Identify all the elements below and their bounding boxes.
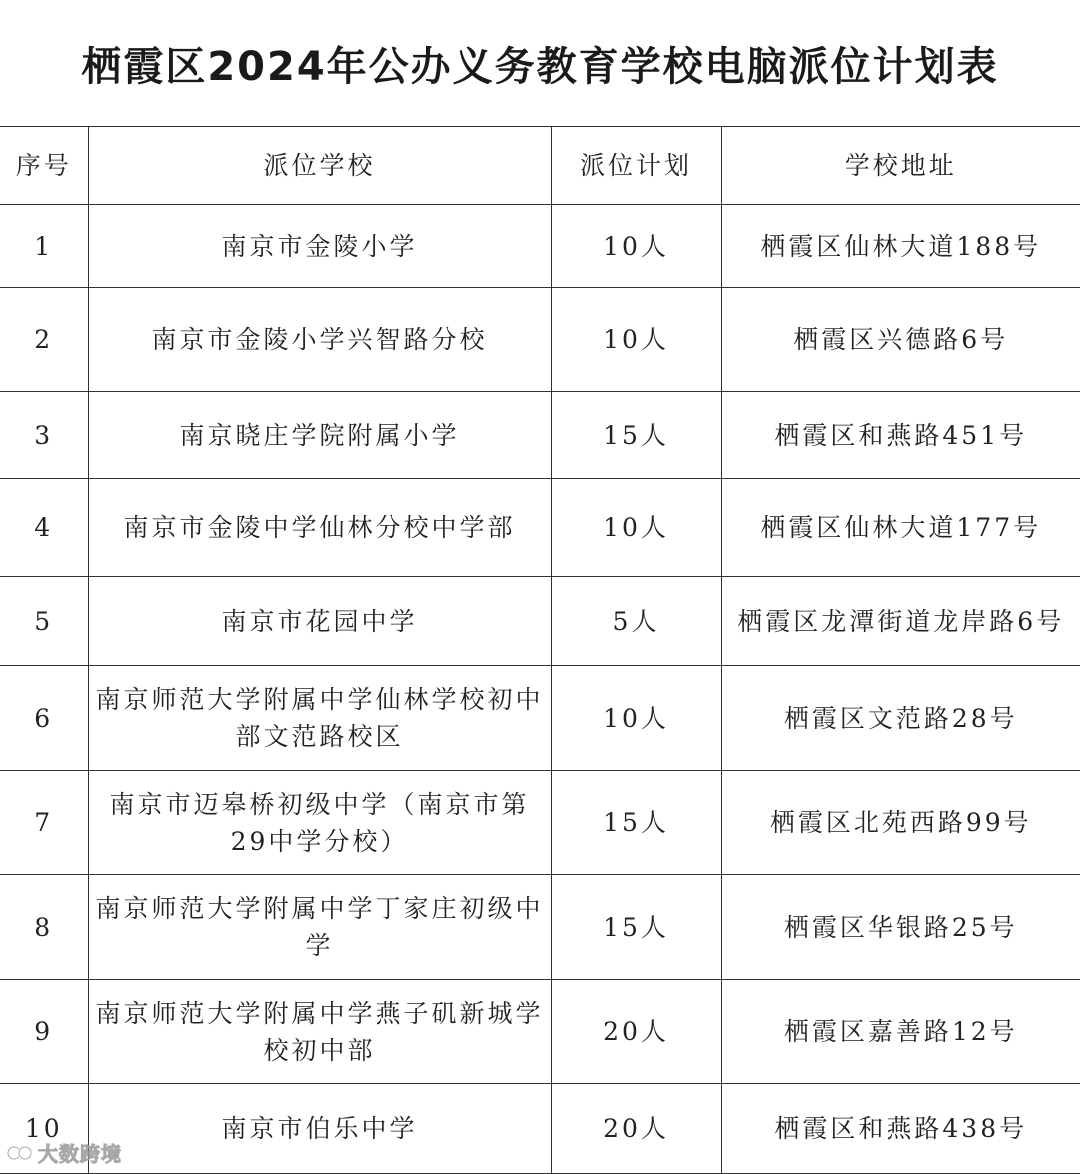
row-address: 栖霞区仙林大道188号	[721, 205, 1080, 288]
row-plan: 10人	[551, 288, 721, 392]
row-plan: 15人	[551, 771, 721, 875]
row-no: 8	[0, 875, 88, 980]
row-school: 南京师范大学附属中学仙林学校初中部文范路校区	[88, 666, 551, 771]
table-row	[0, 577, 1080, 666]
row-no: 2	[0, 288, 88, 392]
watermark-text: 大数跨境	[38, 1142, 122, 1166]
row-school: 南京市花园中学	[88, 577, 551, 666]
row-no: 10	[0, 1084, 88, 1174]
row-no: 3	[0, 392, 88, 479]
row-address: 栖霞区华银路25号	[721, 875, 1080, 980]
table-row	[0, 479, 1080, 577]
header-school: 派位学校	[88, 127, 551, 205]
row-plan: 10人	[551, 205, 721, 288]
row-plan: 15人	[551, 875, 721, 980]
table-row	[0, 980, 1080, 1084]
row-school: 南京市伯乐中学	[88, 1084, 551, 1174]
table-row	[0, 1084, 1080, 1174]
header-plan: 派位计划	[551, 127, 721, 205]
row-school: 南京市金陵小学兴智路分校	[88, 288, 551, 392]
table-row	[0, 666, 1080, 771]
row-no: 6	[0, 666, 88, 771]
row-address: 栖霞区文范路28号	[721, 666, 1080, 771]
row-address: 栖霞区龙潭街道龙岸路6号	[721, 577, 1080, 666]
row-address: 栖霞区和燕路451号	[721, 392, 1080, 479]
table-header-row	[0, 127, 1080, 205]
row-school: 南京晓庄学院附属小学	[88, 392, 551, 479]
row-plan: 20人	[551, 1084, 721, 1174]
row-plan: 10人	[551, 479, 721, 577]
table-row	[0, 205, 1080, 288]
row-plan: 10人	[551, 666, 721, 771]
page-title: 栖霞区2024年公办义务教育学校电脑派位计划表	[81, 43, 999, 90]
cloud-logo-icon	[6, 1143, 34, 1163]
row-plan: 15人	[551, 392, 721, 479]
table-row	[0, 875, 1080, 980]
row-address: 栖霞区仙林大道177号	[721, 479, 1080, 577]
row-no: 7	[0, 771, 88, 875]
row-address: 栖霞区北苑西路99号	[721, 771, 1080, 875]
table-row	[0, 288, 1080, 392]
row-school: 南京市金陵小学	[88, 205, 551, 288]
row-school: 南京市金陵中学仙林分校中学部	[88, 479, 551, 577]
row-plan: 5人	[551, 577, 721, 666]
header-no: 序号	[0, 127, 88, 205]
row-no: 9	[0, 980, 88, 1084]
watermark	[6, 1138, 122, 1167]
row-address: 栖霞区嘉善路12号	[721, 980, 1080, 1084]
row-address: 栖霞区兴德路6号	[721, 288, 1080, 392]
row-school: 南京市迈皋桥初级中学（南京市第29中学分校）	[88, 771, 551, 875]
row-school: 南京师范大学附属中学丁家庄初级中学	[88, 875, 551, 980]
row-address: 栖霞区和燕路438号	[721, 1084, 1080, 1174]
row-no: 1	[0, 205, 88, 288]
table-row	[0, 771, 1080, 875]
row-no: 5	[0, 577, 88, 666]
row-plan: 20人	[551, 980, 721, 1084]
table-row	[0, 392, 1080, 479]
row-no: 4	[0, 479, 88, 577]
plan-table	[0, 126, 1080, 1174]
header-address: 学校地址	[721, 127, 1080, 205]
row-school: 南京师范大学附属中学燕子矶新城学校初中部	[88, 980, 551, 1084]
